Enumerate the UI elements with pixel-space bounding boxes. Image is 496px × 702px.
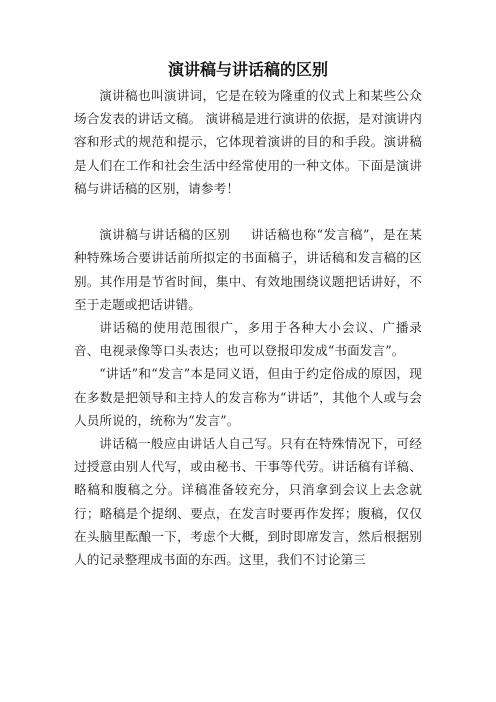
paragraph-drafting: 讲话稿一般应由讲话人自己写。只有在特殊情况下，可经过授意由别人代写，或由秘书、干事等代劳。讲话稿有详稿、略稿和腹稿之分。详稿准备较充分，只消拿到会议上去念就行；略稿是个提纲、要点，在发言时要再作发挥；腹稿，仅仅在头脑里酝酿一下，考虑个大概，到时即席发言，然后根据别人的记录整理成书面的东西。这里，我们不讨论第三 (74, 436, 422, 568)
paragraph-spacer (74, 200, 422, 223)
section-first-text: 讲话稿也称“发言稿”，是在某种特殊场合要讲话前所拟定的书面稿子，讲话稿和发言稿的区别。其作用是节省时间，集中、有效地围绕议题把话讲好，不至于走题或把话讲错。 (74, 227, 422, 312)
intro-paragraph: 演讲稿也叫演讲词，它是在较为隆重的仪式上和某些公众场合发表的讲话文稿。 演讲稿是进行演讲的依据，是对演讲内容和形式的规范和提示，它体现着演讲的目的和手段。演讲稿是人们在工作和社会生活中经常使用的一种文体。下面是演讲稿与讲话稿的区别，请参考！ (74, 88, 422, 196)
section-paragraph (74, 223, 422, 316)
paragraph-naming: “讲话”和“发言”本是同义语，但由于约定俗成的原因，现在多数是把领导和主持人的发言称为“讲话”，其他个人或与会人员所说的，统称为“发言”。 (74, 366, 422, 428)
document-title: 演讲稿与讲话稿的区别 (167, 60, 328, 79)
document-body (74, 58, 422, 571)
paragraph-usage: 讲话稿的使用范围很广，多用于各种大小会议、广播录音、电视录像等口头表达；也可以登报印发成“书面发言”。 (74, 320, 422, 359)
section-heading: 演讲稿与讲话稿的区别 (99, 227, 231, 243)
